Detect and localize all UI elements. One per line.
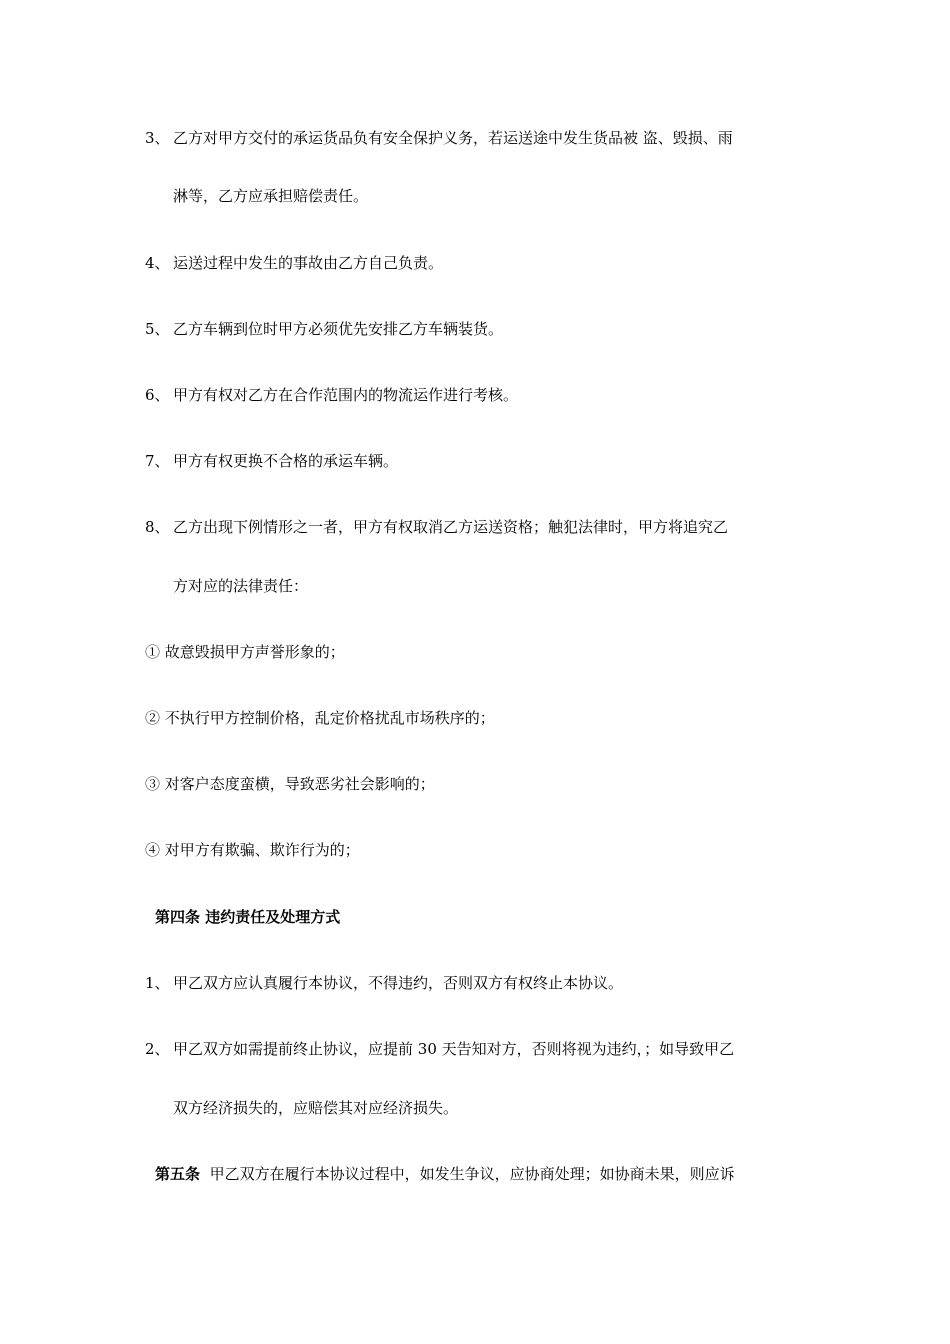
article-4-clause-2-line-2: 双方经济损失的，应赔偿其对应经济损失。: [173, 1099, 459, 1117]
clause-text: 乙方对甲方交付的承运货品负有安全保护义务，若运送途中发生货品被 盗、毁损、雨: [173, 129, 733, 147]
article-4-clause-2-line-1: [145, 1039, 734, 1059]
clause-6: [145, 385, 518, 405]
sub-item-4: ④ 对甲方有欺骗、欺诈行为的；: [145, 841, 360, 859]
clause-7: [145, 451, 398, 471]
article-5-text: 甲乙双方在履行本协议过程中，如发生争议，应协商处理；如协商未果，则应诉: [209, 1165, 735, 1183]
article-5: [155, 1164, 735, 1184]
clause-text: 甲乙双方应认真履行本协议，不得违约，否则双方有权终止本协议。: [173, 974, 624, 992]
clause-number: 1、: [145, 974, 170, 992]
sub-item-1: ① 故意毁损甲方声誉形象的；: [145, 643, 345, 661]
clause-number: 6、: [145, 386, 170, 404]
clause-text: 运送过程中发生的事故由乙方自己负责。: [173, 254, 444, 272]
clause-text: 甲方有权更换不合格的承运车辆。: [173, 452, 399, 470]
clause-number: 2、: [145, 1040, 170, 1058]
article-5-heading: 第五条: [155, 1165, 201, 1183]
clause-5: [145, 319, 503, 339]
clause-text: 乙方出现下例情形之一者，甲方有权取消乙方运送资格；触犯法律时，甲方将追究乙: [173, 518, 729, 536]
clause-3-line-2: 淋等，乙方应承担赔偿责任。: [173, 187, 369, 205]
clause-number: 4、: [145, 254, 170, 272]
clause-3-line-1: [145, 128, 733, 148]
sub-item-3: ③ 对客户态度蛮横，导致恶劣社会影响的；: [145, 775, 435, 793]
clause-text: 甲方有权对乙方在合作范围内的物流运作进行考核。: [173, 386, 519, 404]
clause-number: 5、: [145, 320, 170, 338]
clause-8-line-2: 方对应的法律责任：: [173, 577, 309, 595]
clause-text: 乙方车辆到位时甲方必须优先安排乙方车辆装货。: [173, 320, 504, 338]
clause-number: 7、: [145, 452, 170, 470]
clause-number: 8、: [145, 518, 170, 536]
clause-text: 甲乙双方如需提前终止协议，应提前 30 天告知对方，否则将视为违约，；如导致甲乙: [173, 1040, 735, 1058]
sub-item-2: ② 不执行甲方控制价格，乱定价格扰乱市场秩序的；: [145, 709, 495, 727]
clause-4: [145, 253, 443, 273]
clause-8-line-1: [145, 517, 728, 537]
article-4-clause-1: [145, 973, 623, 993]
article-4-heading: 第四条 违约责任及处理方式: [155, 908, 341, 926]
clause-number: 3、: [145, 129, 170, 147]
